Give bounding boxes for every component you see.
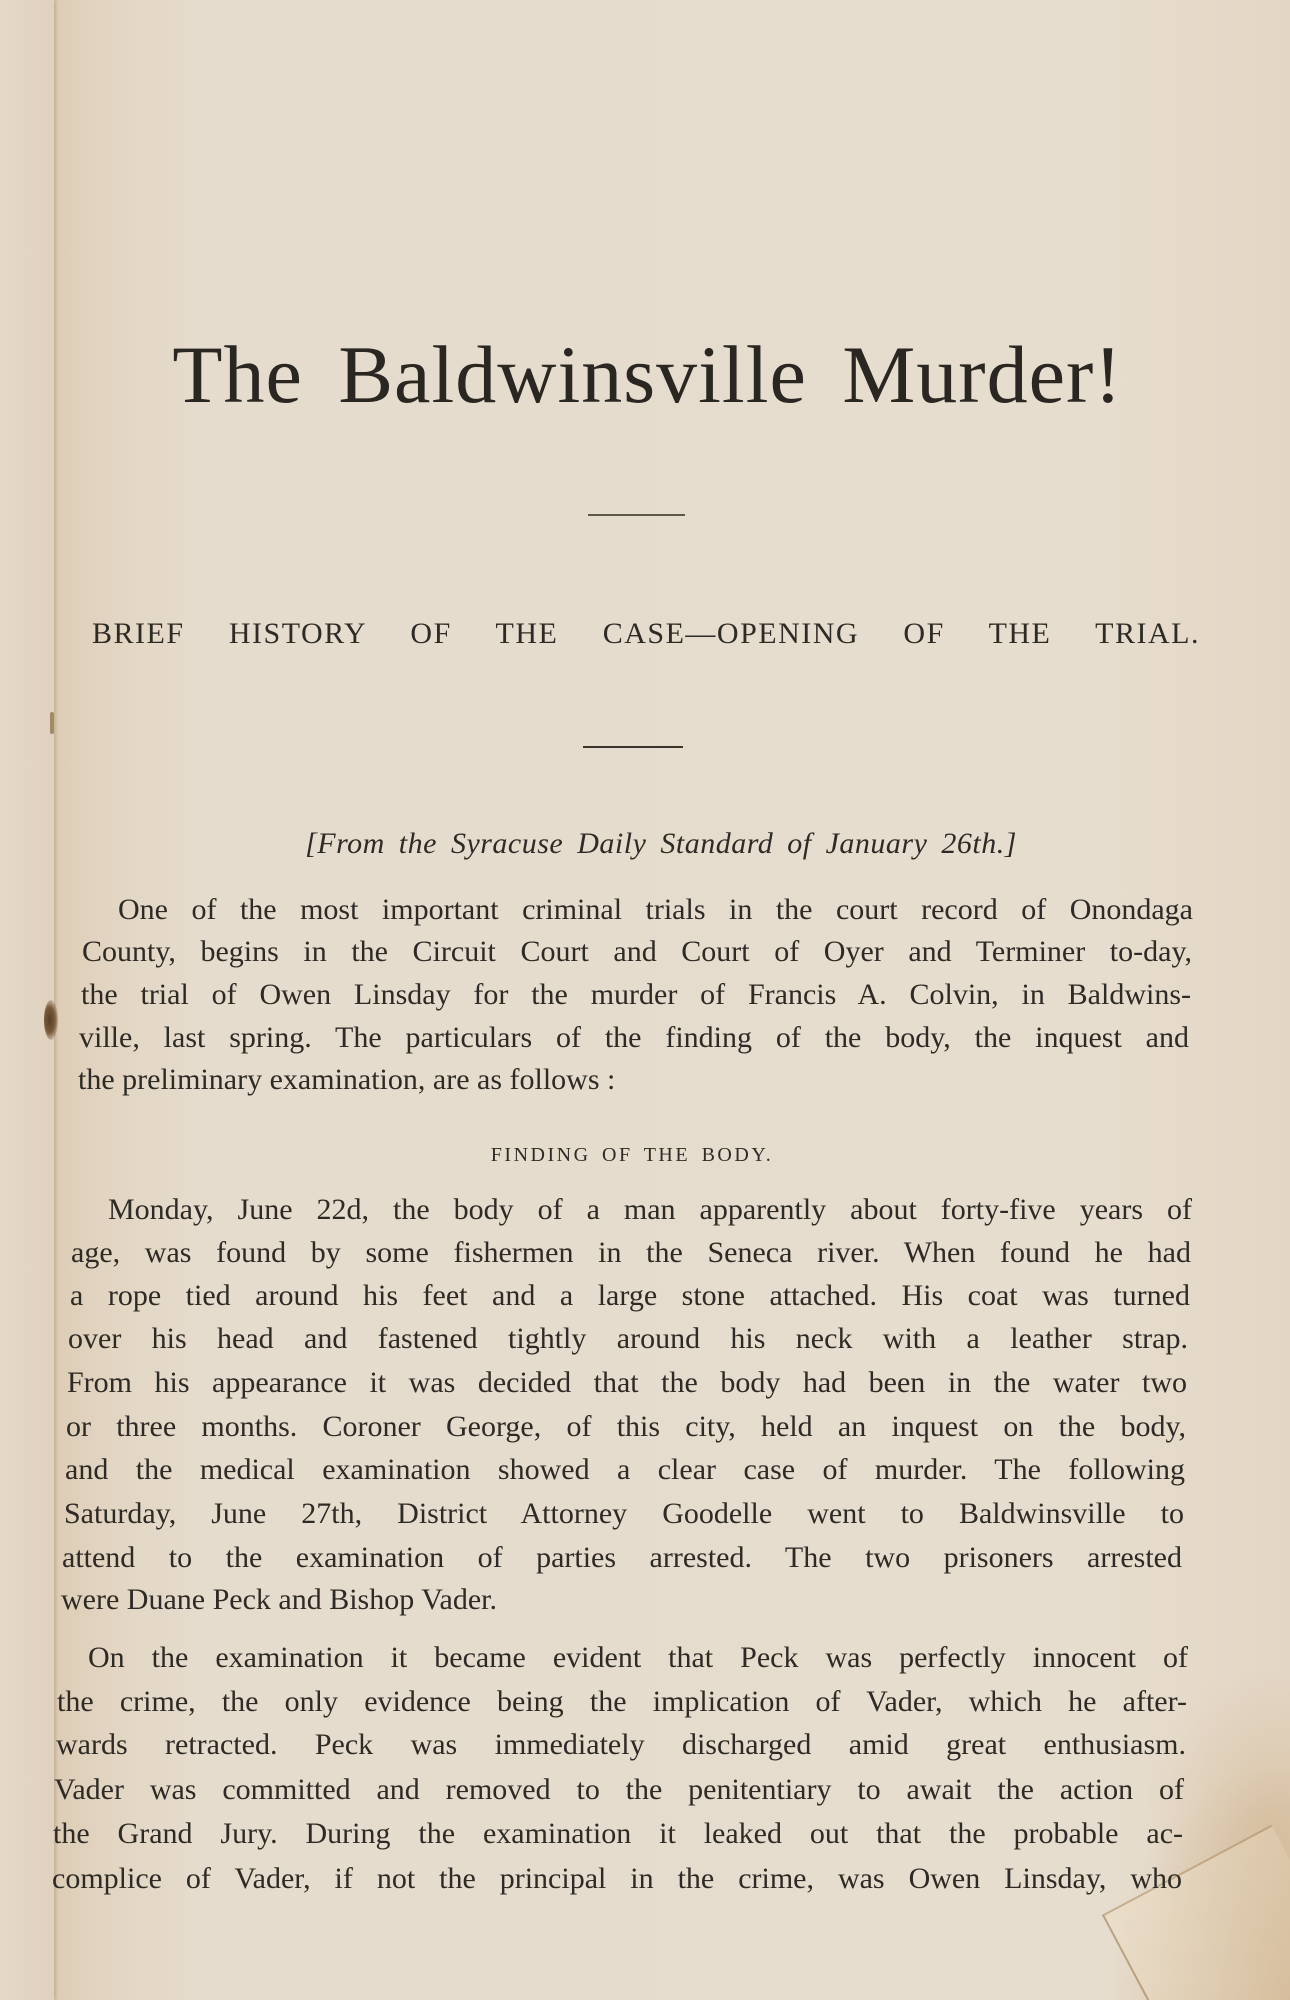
page-title: The Baldwinsville Murder! [172,329,1123,420]
text-line: the Grand Jury. During the examination it leaked out that the probable ac- [53,1817,1183,1850]
text-line: and the medical examination showed a clear case of murder. The following [65,1453,1185,1486]
text-line: were Duane Peck and Bishop Vader. [61,1583,497,1616]
text-line: age, was found by some fishermen in the Seneca river. When found he had [71,1236,1191,1269]
text-line: Monday, June 22d, the body of a man apparently about forty-five years of [108,1193,1192,1226]
text-line: complice of Vader, if not the principal in the crime, was Owen Linsday, who [52,1862,1182,1895]
text-line: attend to the examination of parties arrested. The two prisoners arrested [62,1541,1182,1574]
text-line: the trial of Owen Linsday for the murder of Francis A. Colvin, in Baldwins- [81,978,1191,1011]
ornamental-rule [588,514,685,516]
text-line: County, begins in the Circuit Court and Court of Oyer and Terminer to-day, [82,935,1192,968]
page-stain [44,1000,58,1040]
text-line: From his appearance it was decided that the body had been in the water two [67,1366,1187,1399]
text-line: or three months. Coroner George, of this city, held an inquest on the body, [66,1410,1186,1443]
section-heading: FINDING OF THE BODY. [490,1144,774,1166]
text-line: a rope tied around his feet and a large stone attached. His coat was turned [70,1279,1190,1312]
divider-rule [583,746,683,748]
subtitle-heading: BRIEF HISTORY OF THE CASE—OPENING OF THE TRIAL. [92,617,1200,650]
text-line: Saturday, June 27th, District Attorney Goodelle went to Baldwinsville to [64,1497,1184,1530]
adjacent-page-edge [0,0,54,2000]
page-edge-mark [50,712,54,734]
text-line: One of the most important criminal trials in the court record of Onondaga [118,893,1193,926]
text-line: wards retracted. Peck was immediately discharged amid great enthusiasm. [56,1728,1186,1761]
text-line: Vader was committed and removed to the penitentiary to await the action of [54,1773,1184,1806]
text-line: the preliminary examination, are as follows : [78,1063,616,1096]
text-line: ville, last spring. The particulars of the finding of the body, the inquest and [79,1021,1189,1054]
text-line: over his head and fastened tightly around his neck with a leather strap. [68,1322,1188,1355]
text-line: the crime, the only evidence being the implication of Vader, which he after- [57,1685,1187,1718]
source-citation: [From the Syracuse Daily Standard of January 26th.] [305,827,1017,860]
text-line: On the examination it became evident that Peck was perfectly innocent of [88,1641,1188,1674]
